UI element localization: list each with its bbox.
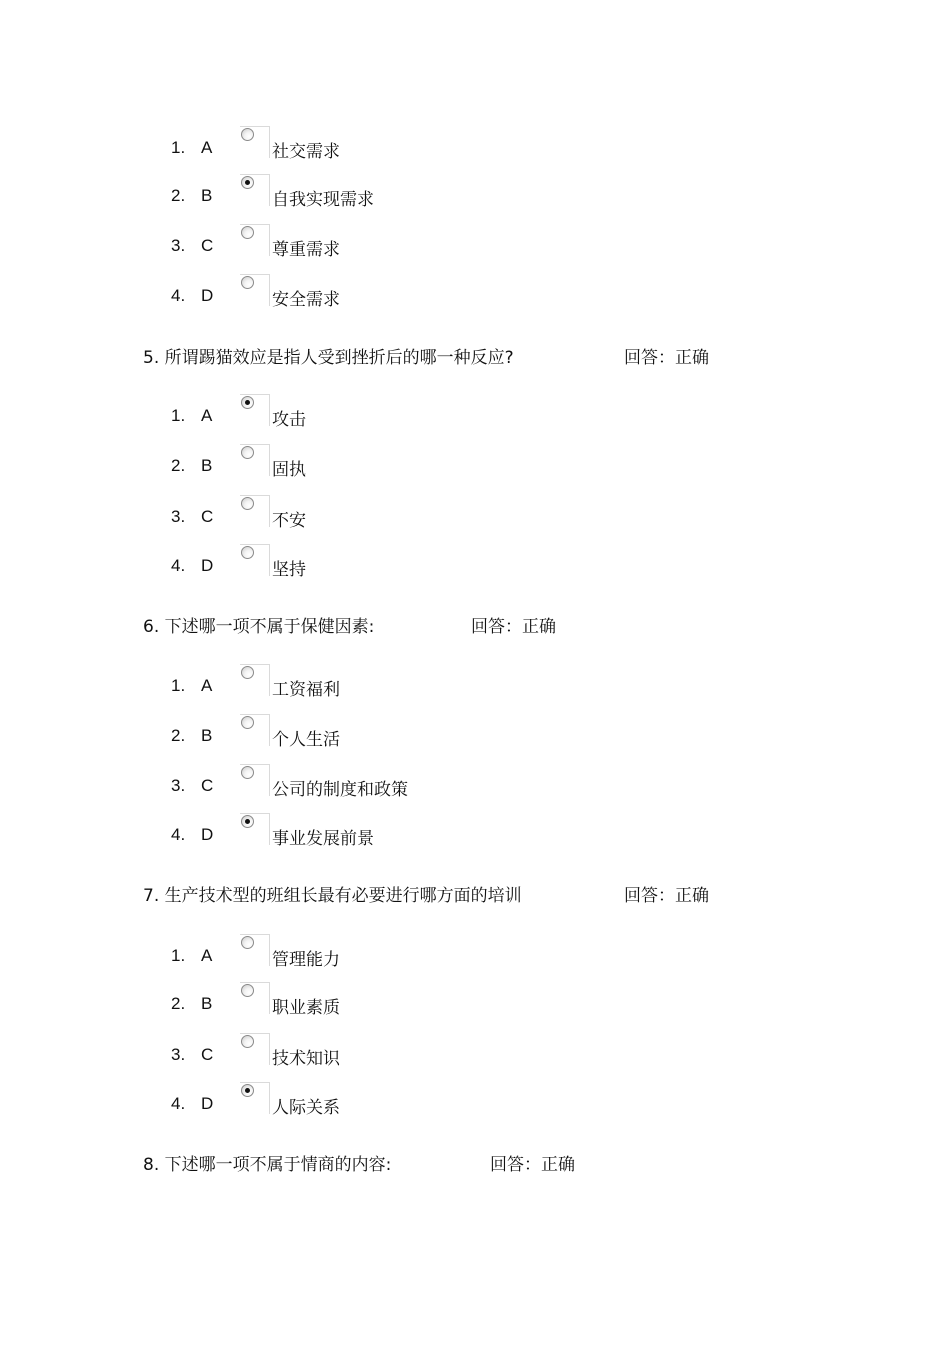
radio-button-icon[interactable]	[241, 128, 254, 141]
option-row	[0, 1092, 600, 1118]
option-row	[0, 505, 600, 531]
option-letter: D	[201, 286, 214, 305]
option-row	[0, 184, 600, 210]
radio-button-icon[interactable]	[241, 815, 254, 828]
radio-button-icon[interactable]	[241, 666, 254, 679]
radio-cell	[240, 174, 270, 206]
radio-button-icon[interactable]	[241, 984, 254, 997]
option-letter: B	[201, 456, 213, 475]
option-row	[0, 823, 600, 849]
option-text: 管理能力	[272, 950, 340, 970]
radio-button-icon[interactable]	[241, 497, 254, 510]
option-row	[0, 136, 600, 162]
radio-button-icon[interactable]	[241, 1084, 254, 1097]
option-number: 2.	[171, 186, 186, 205]
option-number: 1.	[171, 676, 186, 695]
answer-status: 回答：正确	[471, 617, 556, 637]
option-number: 1.	[171, 406, 186, 425]
question-title: 5. 所谓踢猫效应是指人受到挫折后的哪一种反应?	[143, 348, 514, 368]
option-letter: A	[201, 946, 213, 965]
option-letter: D	[201, 1094, 214, 1113]
option-text: 社交需求	[272, 142, 340, 162]
option-row	[0, 234, 600, 260]
option-text: 自我实现需求	[272, 190, 374, 210]
answer-status: 回答：正确	[624, 348, 709, 368]
radio-cell	[240, 274, 270, 306]
question-title: 6. 下述哪一项不属于保健因素:	[143, 617, 375, 637]
radio-button-icon[interactable]	[241, 546, 254, 559]
option-text: 人际关系	[272, 1098, 340, 1118]
option-number: 3.	[171, 236, 186, 255]
option-number: 4.	[171, 825, 186, 844]
radio-cell	[240, 764, 270, 796]
question-title: 7. 生产技术型的班组长最有必要进行哪方面的培训	[143, 886, 522, 906]
radio-button-icon[interactable]	[241, 276, 254, 289]
option-letter: A	[201, 676, 213, 695]
option-text: 个人生活	[272, 730, 340, 750]
radio-cell	[240, 126, 270, 158]
option-text: 安全需求	[272, 290, 340, 310]
option-text: 不安	[272, 511, 306, 531]
option-number: 4.	[171, 1094, 186, 1113]
option-row	[0, 992, 600, 1018]
option-number: 3.	[171, 776, 186, 795]
option-text: 坚持	[272, 560, 306, 580]
option-row	[0, 674, 600, 700]
radio-cell	[240, 1033, 270, 1065]
option-letter: D	[201, 556, 214, 575]
answer-status: 回答：正确	[624, 886, 709, 906]
question-title: 8. 下述哪一项不属于情商的内容:	[143, 1155, 392, 1175]
option-text: 公司的制度和政策	[272, 780, 408, 800]
option-number: 2.	[171, 726, 186, 745]
option-letter: C	[201, 507, 214, 526]
option-letter: C	[201, 1045, 214, 1064]
option-letter: D	[201, 825, 214, 844]
option-row	[0, 404, 600, 430]
option-number: 4.	[171, 556, 186, 575]
option-text: 攻击	[272, 410, 306, 430]
radio-button-icon[interactable]	[241, 766, 254, 779]
option-row	[0, 284, 600, 310]
option-text: 技术知识	[272, 1049, 340, 1069]
option-number: 3.	[171, 1045, 186, 1064]
option-number: 3.	[171, 507, 186, 526]
option-letter: A	[201, 406, 213, 425]
radio-button-icon[interactable]	[241, 226, 254, 239]
option-letter: C	[201, 236, 214, 255]
radio-cell	[240, 934, 270, 966]
option-text: 职业素质	[272, 998, 340, 1018]
option-text: 工资福利	[272, 680, 340, 700]
option-number: 2.	[171, 994, 186, 1013]
option-row	[0, 724, 600, 750]
option-text: 固执	[272, 460, 306, 480]
radio-cell	[240, 1082, 270, 1114]
radio-cell	[240, 813, 270, 845]
option-letter: C	[201, 776, 214, 795]
option-letter: B	[201, 186, 213, 205]
radio-cell	[240, 544, 270, 576]
radio-cell	[240, 982, 270, 1014]
option-number: 2.	[171, 456, 186, 475]
option-row	[0, 1043, 600, 1069]
option-row	[0, 944, 600, 970]
radio-cell	[240, 495, 270, 527]
option-letter: A	[201, 138, 213, 157]
option-number: 1.	[171, 946, 186, 965]
option-row	[0, 454, 600, 480]
radio-cell	[240, 444, 270, 476]
radio-cell	[240, 714, 270, 746]
radio-cell	[240, 224, 270, 256]
radio-button-icon[interactable]	[241, 1035, 254, 1048]
radio-cell	[240, 394, 270, 426]
option-row	[0, 774, 600, 800]
radio-button-icon[interactable]	[241, 716, 254, 729]
answer-status: 回答：正确	[490, 1155, 575, 1175]
option-number: 4.	[171, 286, 186, 305]
option-text: 尊重需求	[272, 240, 340, 260]
radio-button-icon[interactable]	[241, 396, 254, 409]
option-number: 1.	[171, 138, 186, 157]
radio-cell	[240, 664, 270, 696]
radio-button-icon[interactable]	[241, 936, 254, 949]
option-letter: B	[201, 994, 213, 1013]
radio-button-icon[interactable]	[241, 176, 254, 189]
option-text: 事业发展前景	[272, 829, 374, 849]
option-letter: B	[201, 726, 213, 745]
option-row	[0, 554, 600, 580]
radio-button-icon[interactable]	[241, 446, 254, 459]
